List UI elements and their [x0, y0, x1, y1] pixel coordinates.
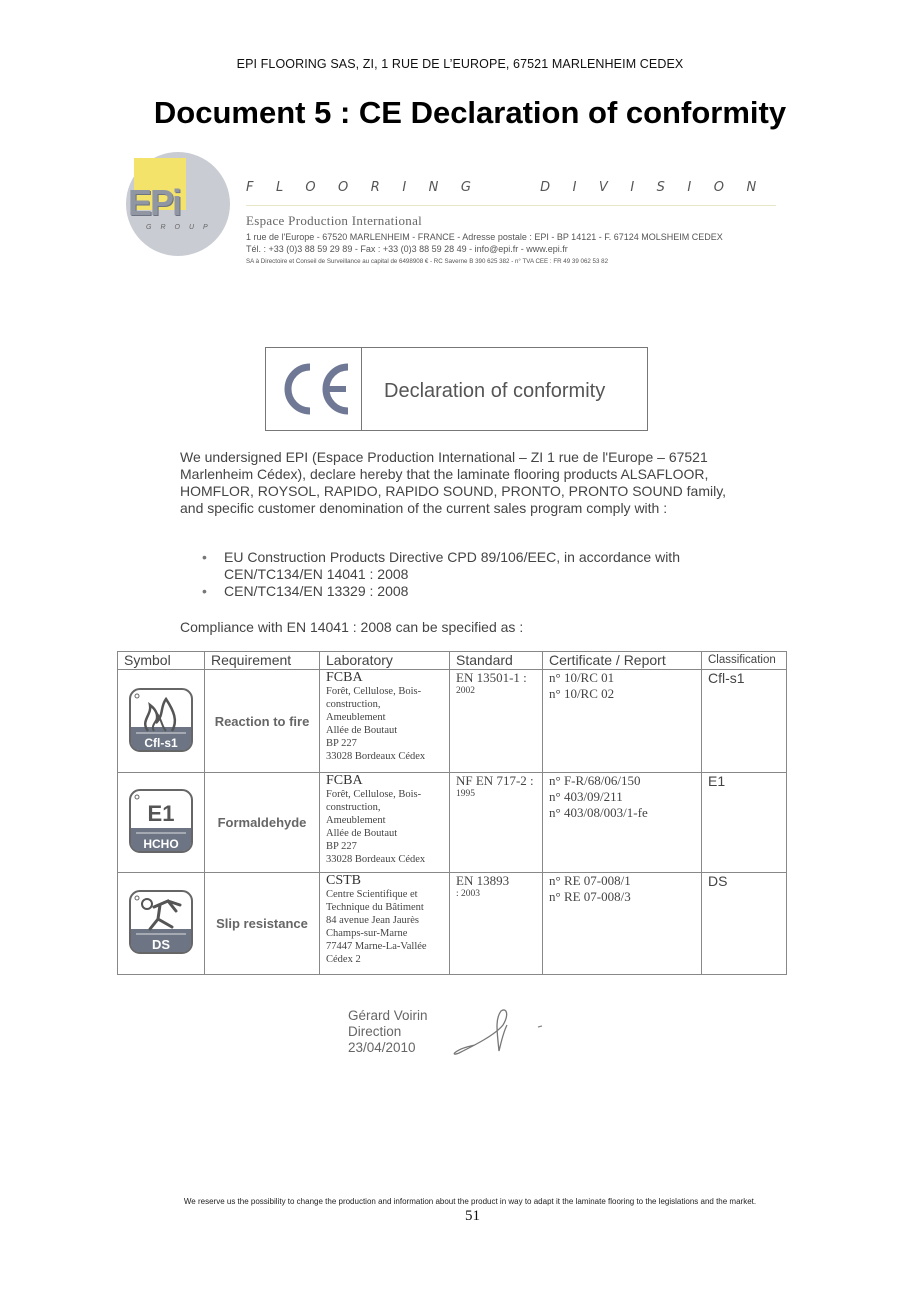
signature-block: [348, 1008, 428, 1056]
certificate-number: n° 403/08/003/1-fe: [549, 805, 648, 820]
certificate-number: n° RE 07-008/1: [549, 873, 631, 888]
lab-address-line: construction,: [326, 699, 381, 710]
standard-year: 2002: [456, 686, 475, 696]
lab-address-line: Champs-sur-Marne: [326, 928, 408, 939]
logo-subtext: GROUP: [146, 224, 217, 231]
epi-group-logo: [126, 152, 230, 256]
standard-code: NF EN 717-2 :: [456, 773, 534, 788]
requirement-cell: Reaction to fire: [205, 670, 320, 773]
directive-item: • EU Construction Products Directive CPD 89/106/EEC, in accordance with CEN/TC134/EN 14041 : 2008: [200, 549, 740, 583]
lab-address-line: Allée de Boutaut: [326, 725, 398, 736]
laboratory-cell: [320, 670, 450, 773]
certificate-cell: [543, 670, 702, 773]
formaldehyde-icon: [128, 788, 194, 857]
certificate-cell: [543, 773, 702, 873]
table-row: [118, 873, 787, 975]
company-contact: Tél. : +33 (0)3 88 59 29 89 - Fax : +33 (0)3 88 59 28 49 - info@epi.fr - www.epi.fr: [246, 244, 568, 254]
classification-cell: Cfl-s1: [702, 670, 787, 773]
symbol-cell: [118, 670, 205, 773]
page-header: EPI FLOORING SAS, ZI, 1 RUE DE L’EUROPE, 67521 MARLENHEIM CEDEX: [236, 57, 684, 71]
standard-cell: [450, 670, 543, 773]
classification-cell: DS: [702, 873, 787, 975]
requirement-cell: Slip resistance: [205, 873, 320, 975]
svg-text:DS: DS: [151, 937, 171, 952]
standard-code: EN 13501-1 :: [456, 670, 527, 685]
laboratory-cell: [320, 773, 450, 873]
table-row: [118, 773, 787, 873]
page-number: 51: [465, 1208, 480, 1224]
signatory-name: Gérard Voirin: [348, 1008, 428, 1023]
slip-icon: [128, 889, 194, 958]
lab-address-line: 33028 Bordeaux Cédex: [326, 751, 426, 762]
table-header-row: [118, 652, 787, 670]
lab-address-line: 77447 Marne-La-Vallée: [326, 941, 427, 952]
laboratory-cell: [320, 873, 450, 975]
lab-address-line: 84 avenue Jean Jaurès: [326, 915, 420, 926]
ce-mark-icon: [266, 348, 362, 430]
lab-address-line: Ameublement: [326, 712, 386, 723]
certificate-number: n° F-R/68/06/150: [549, 773, 641, 788]
lab-address-line: Forêt, Cellulose, Bois-: [326, 686, 422, 697]
lab-address-line: BP 227: [326, 738, 357, 749]
certificate-number: n° RE 07-008/3: [549, 889, 631, 904]
header-certificate: Certificate / Report: [543, 652, 702, 670]
requirement-cell: Formaldehyde: [205, 773, 320, 873]
lab-address-line: Allée de Boutaut: [326, 828, 398, 839]
ce-declaration-box: [265, 347, 648, 431]
compliance-table: [117, 651, 787, 975]
lab-address-line: Forêt, Cellulose, Bois-: [326, 789, 422, 800]
certificate-number: n° 10/RC 01: [549, 670, 615, 685]
company-address: 1 rue de l'Europe - 67520 MARLENHEIM - FRANCE - Adresse postale : EPI - BP 14121 - F. 67124 MOLSHEIM CEDEX: [246, 232, 723, 242]
directive-item: • CEN/TC134/EN 13329 : 2008: [200, 583, 740, 600]
lab-name: CSTB: [326, 873, 362, 888]
standard-cell: [450, 773, 543, 873]
lab-name: FCBA: [326, 773, 363, 788]
symbol-cell: [118, 773, 205, 873]
lab-address-line: Technique du Bâtiment: [326, 902, 424, 913]
header-symbol: Symbol: [118, 652, 205, 670]
table-row: [118, 670, 787, 773]
certificate-number: n° 10/RC 02: [549, 686, 615, 701]
directive-list: [200, 549, 740, 600]
company-legal: SA à Directoire et Conseil de Surveillance au capital de 6498908 € - RC Saverne B 390 625 382 - n° TVA CEE : FR 49 39 062 53 82: [246, 258, 609, 265]
certificate-number: n° 403/09/211: [549, 789, 623, 804]
ce-box-label: Declaration of conformity: [384, 380, 606, 402]
svg-text:HCHO: HCHO: [143, 837, 179, 851]
lab-address-line: 33028 Bordeaux Cédex: [326, 854, 426, 865]
standard-code: EN 13893: [456, 873, 510, 888]
standard-year: 1995: [456, 789, 475, 799]
lab-address-line: Centre Scientifique et: [326, 889, 418, 900]
certificate-cell: [543, 873, 702, 975]
letterhead-divider: [246, 205, 776, 206]
compliance-intro: Compliance with EN 14041 : 2008 can be specified as :: [180, 619, 524, 635]
division-title: FLOORING DIVISION: [246, 180, 779, 195]
lab-address-line: BP 227: [326, 841, 357, 852]
footer-disclaimer: We reserve us the possibility to change the production and information about the product in way to adapt it the laminate flooring to the legislations and the market.: [183, 1197, 757, 1206]
header-requirement: Requirement: [205, 652, 320, 670]
signatory-role: Direction: [348, 1024, 402, 1039]
signature-date: 23/04/2010: [348, 1040, 416, 1055]
classification-cell: E1: [702, 773, 787, 873]
lab-address-line: construction,: [326, 802, 381, 813]
company-name: Espace Production International: [246, 213, 423, 228]
intro-paragraph: We undersigned EPI (Espace Production International – ZI 1 rue de l'Europe – 67521 Marlenheim Cédex), declare hereby that the laminate flooring products ALSAFLOOR, HOMFLOR, ROYSOL, RAPIDO, RAPIDO SOUND, PRONTO, PRONTO SOUND family, and specific customer denomination of the current sales program comply with :: [180, 449, 727, 516]
svg-text:Cfl-s1: Cfl-s1: [144, 735, 178, 750]
lab-address-line: Cédex 2: [326, 954, 361, 965]
header-laboratory: Laboratory: [320, 652, 450, 670]
header-standard: Standard: [450, 652, 543, 670]
header-classification: Classification: [702, 652, 787, 670]
symbol-cell: [118, 873, 205, 975]
document-title: Document 5 : CE Declaration of conformity: [153, 95, 787, 130]
logo-text: EPi: [128, 182, 181, 223]
standard-year: : 2003: [456, 889, 481, 899]
svg-text:E1: E1: [147, 801, 175, 826]
standard-cell: [450, 873, 543, 975]
handwritten-signature-icon: [445, 1005, 555, 1065]
lab-address-line: Ameublement: [326, 815, 386, 826]
fire-icon: [128, 687, 194, 756]
lab-name: FCBA: [326, 670, 363, 685]
